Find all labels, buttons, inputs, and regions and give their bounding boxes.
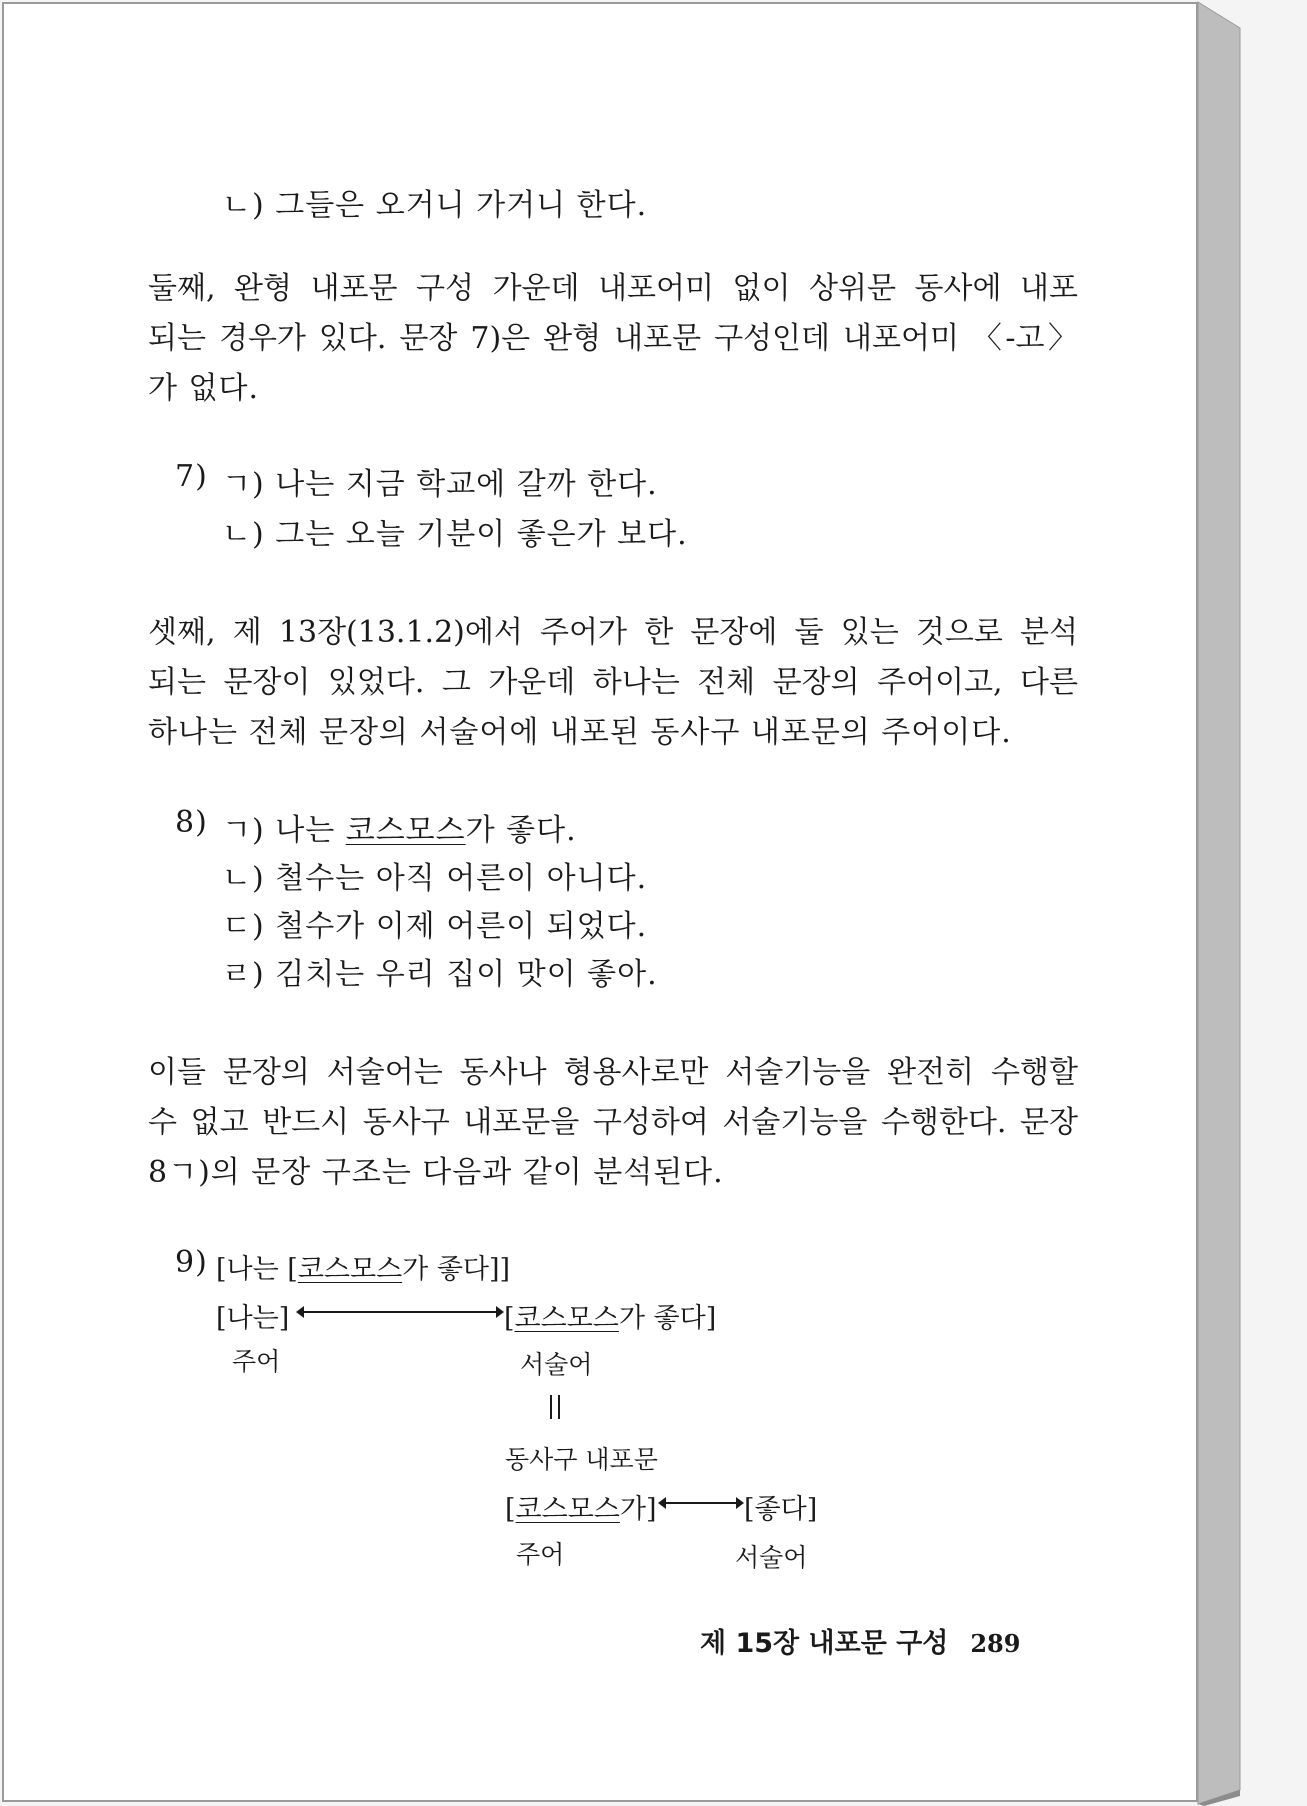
paragraph-3-line-2: 되는 문장이 있었다. 그 가운데 하나는 전체 문장의 주어이고, 다른	[148, 665, 1078, 700]
equivalence-mark	[550, 1395, 560, 1419]
inner-subject-bracket: [코스모스가]	[505, 1494, 657, 1525]
paragraph-2-line-1: 둘째, 완형 내포문 구성 가운데 내포어미 없이 상위문 동사에 내포	[148, 271, 1078, 306]
subject-bracket: [나는]	[216, 1303, 290, 1334]
inner-subject-label: 주어	[516, 1540, 565, 1569]
paragraph-4-line-1: 이들 문장의 서술어는 동사나 형용사로만 서술기능을 완전히 수행할	[148, 1055, 1078, 1090]
example-8a: ㄱ) 나는 코스모스가 좋다.	[222, 813, 577, 848]
page-footer	[700, 1621, 1020, 1660]
page-number: 289	[970, 1629, 1021, 1658]
example-6b: ㄴ) 그들은 오거니 가거니 한다.	[222, 188, 648, 223]
example-9-number: 9)	[175, 1245, 208, 1280]
inner-predicate-label: 서술어	[735, 1543, 808, 1572]
paragraph-2-line-2: 되는 경우가 있다. 문장 7)은 완형 내포문 구성인데 내포어미 〈-고〉	[148, 321, 1078, 356]
paragraph-4-line-3: 8ㄱ)의 문장 구조는 다음과 같이 분석된다.	[148, 1155, 724, 1190]
paragraph-3-line-1: 셋째, 제 13장(13.1.2)에서 주어가 한 문장에 둘 있는 것으로 분석	[148, 615, 1078, 650]
vp-embedded-clause-label: 동사구 내포문	[505, 1445, 658, 1474]
predicate-label: 서술어	[520, 1350, 593, 1379]
example-7a: ㄱ) 나는 지금 학교에 갈까 한다.	[222, 467, 658, 502]
paragraph-3-line-3: 하나는 전체 문장의 서술어에 내포된 동사구 내포문의 주어이다.	[148, 715, 1012, 750]
example-9-sentence: [나는 [코스모스가 좋다]]	[216, 1254, 511, 1285]
example-7-number: 7)	[175, 459, 208, 494]
inner-predicate-bracket: [좋다]	[744, 1494, 818, 1525]
chapter-title: 제 15장 내포문 구성	[700, 1628, 949, 1659]
paragraph-2-line-3: 가 없다.	[148, 371, 260, 406]
example-8d: ㄹ) 김치는 우리 집이 맛이 좋아.	[222, 957, 658, 992]
predicate-bracket: [코스모스가 좋다]	[504, 1303, 717, 1334]
example-8-number: 8)	[175, 805, 208, 840]
example-7b: ㄴ) 그는 오늘 기분이 좋은가 보다.	[222, 517, 688, 552]
inner-subject-predicate-arrow	[662, 1502, 740, 1504]
subject-label: 주어	[232, 1347, 281, 1376]
subject-predicate-arrow	[300, 1311, 500, 1313]
example-8c: ㄷ) 철수가 이제 어른이 되었다.	[222, 909, 648, 944]
paragraph-4-line-2: 수 없고 반드시 동사구 내포문을 구성하여 서술기능을 수행한다. 문장	[148, 1105, 1078, 1140]
example-8b: ㄴ) 철수는 아직 어른이 아니다.	[222, 861, 648, 896]
